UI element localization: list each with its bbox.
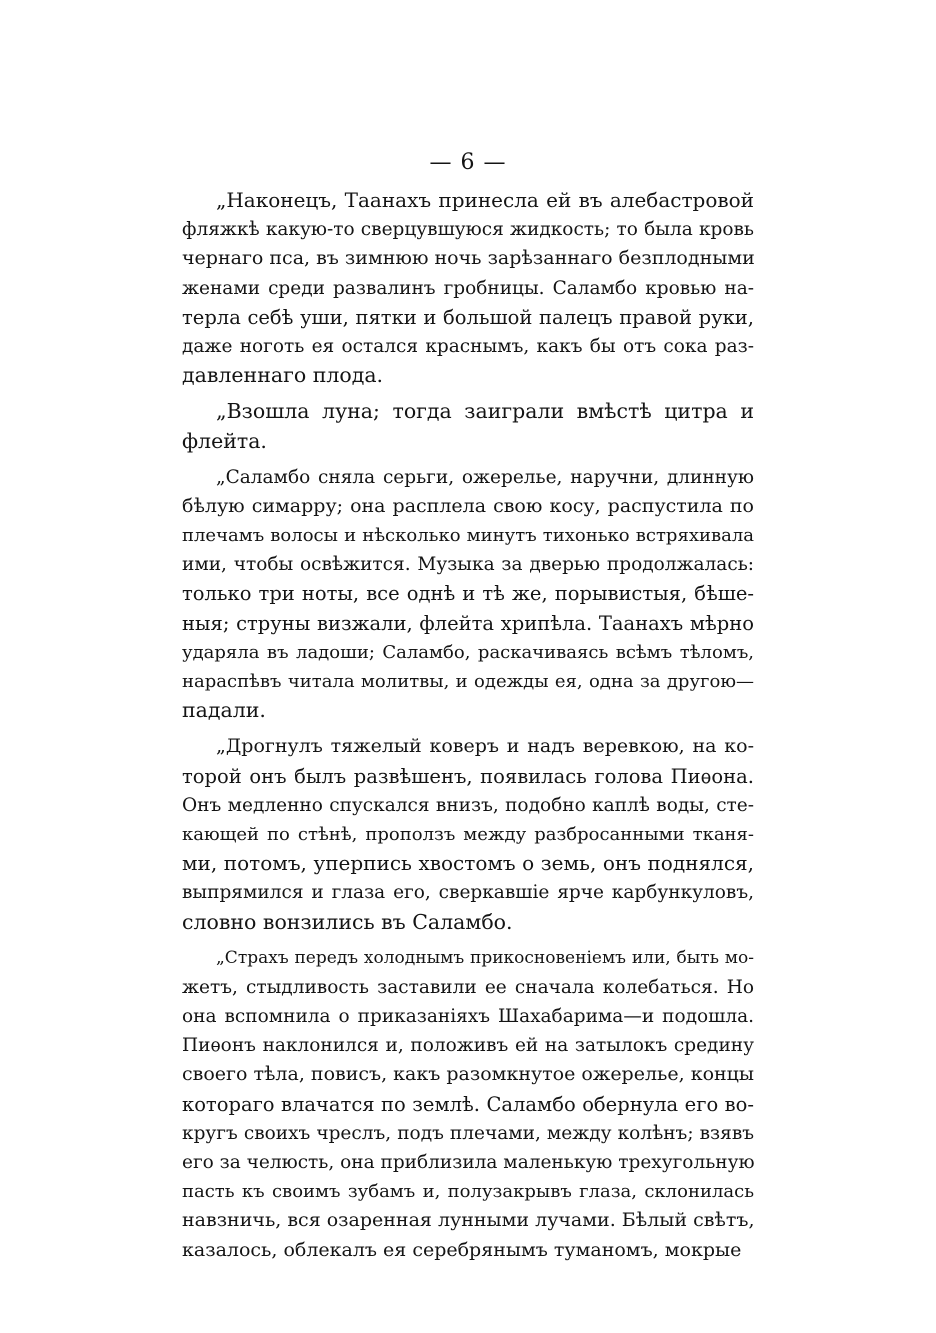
text-line: кающей по стѣнѣ, проползъ между разбросанными тканя- (182, 823, 754, 845)
text-line: плечамъ волосы и нѣсколько минутъ тихонько встряхивала (182, 525, 754, 547)
text-line: „Дрогнулъ тяжелый коверъ и надъ веревкою, на ко- (216, 735, 754, 758)
text-line: ударяла въ ладоши; Саламбо, раскачиваясь всѣмъ тѣломъ, (182, 641, 754, 663)
text-line: пасть къ своимъ зубамъ и, полузакрывъ глаза, склонилась (182, 1181, 754, 1203)
text-line: казалось, облекалъ ея серебрянымъ туманомъ, мокрые (182, 1238, 742, 1261)
text-line: его за челюсть, она приблизила маленькую трехугольную (182, 1152, 755, 1173)
text-line: жетъ, стыдливость заставили ее сначала колебаться. Но (182, 976, 754, 998)
text-line: „Взошла луна; тогда заиграли вмѣстѣ цитра и (216, 399, 754, 424)
text-line: торой онъ былъ развѣшенъ, появилась голова Пиѳона. (182, 764, 754, 788)
text-line: бѣлую симарру; она расплела свою косу, распустила по (182, 494, 754, 517)
text-line: выпрямился и глаза его, сверкавшіе ярче карбункуловъ, (182, 882, 754, 904)
text-line: женами среди развалинъ гробницы. Саламбо кровью на- (182, 277, 754, 299)
text-line: только три ноты, все однѣ и тѣ же, порывистыя, бѣше- (182, 582, 754, 606)
paragraph (182, 944, 754, 1265)
text-line: своего тѣла, повисъ, какъ разомкнутое ожерелье, концы (182, 1063, 755, 1086)
text-line: даже ноготь ея остался краснымъ, какъ бы отъ сока раз- (182, 335, 754, 357)
text-line: фляжкѣ какую-то сверцувшуюся жидкость; то была кровь (182, 219, 754, 241)
text-line: кругъ своихъ чреслъ, подъ плечами, между колѣнъ; взявъ (182, 1122, 754, 1144)
text-line: „Страхъ передъ холоднымъ прикосновеніемъ или, быть мо- (216, 947, 754, 968)
text-line: „Саламбо сняла серьги, ожерелье, наручни, длинную (216, 466, 754, 488)
text-line: Пиѳонъ наклонился и, положивъ ей на затылокъ средину (182, 1035, 754, 1057)
paragraph (182, 463, 754, 726)
text-line: терла себѣ уши, пятки и большой палецъ правой руки, (182, 305, 754, 329)
text-line: ми, потомъ, уперпись хвостомъ о земь, онъ поднялся, (182, 851, 754, 876)
paragraph (182, 397, 754, 455)
text-line: словно вонзились въ Саламбо. (182, 909, 513, 934)
page-number: — 6 — (429, 150, 507, 175)
text-line: нараспѣвъ читала молитвы, и одежды ея, одна за другою— (182, 671, 754, 692)
page-text (182, 186, 754, 1272)
text-line: Онъ медленно спускался внизъ, подобно каплѣ воды, сте- (182, 794, 754, 816)
text-line: „Наконецъ, Таанахъ принесла ей въ алебастровой (216, 188, 754, 212)
paragraph (182, 732, 754, 936)
text-line: давленнаго плода. (182, 363, 384, 388)
text-line: чернаго пса, въ зимнюю ночь зарѣзаннаго безплодными (182, 247, 755, 270)
text-line: котораго влачатся по землѣ. Саламбо обернула его во- (182, 1092, 754, 1116)
text-line: падали. (182, 698, 266, 723)
text-line: ими, чтобы освѣжится. Музыка за дверью продолжалась: (182, 554, 754, 576)
paragraph (182, 186, 754, 390)
text-line: навзничь, вся озаренная лунными лучами. Бѣлый свѣтъ, (182, 1209, 755, 1232)
text-line: она вспомнила о приказаніяхъ Шахабарима—и подошла. (182, 1006, 754, 1028)
text-line: ныя; струны визжали, флейта хрипѣла. Таанахъ мѣрно (182, 611, 754, 635)
text-line: флейта. (182, 428, 267, 453)
